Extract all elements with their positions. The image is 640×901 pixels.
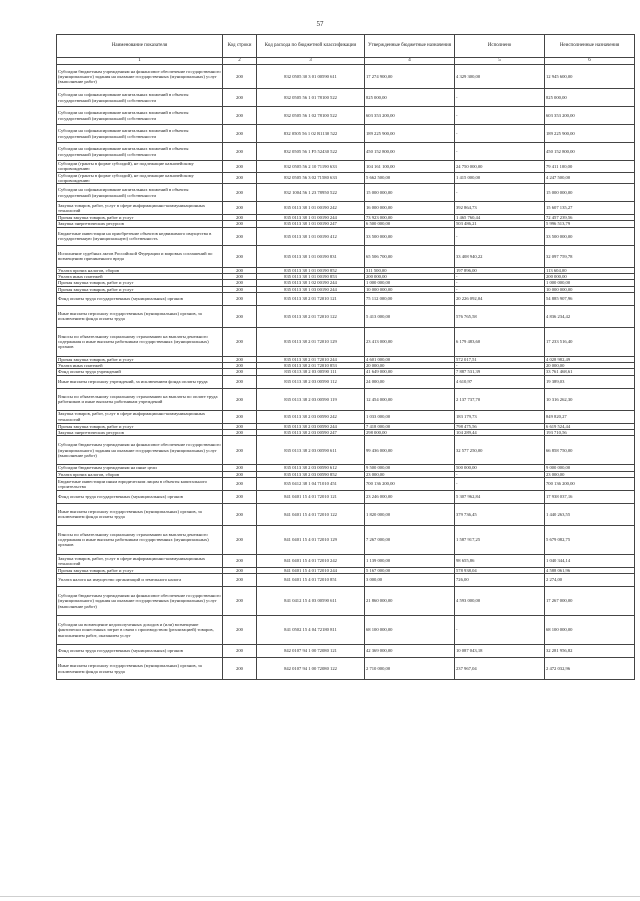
row-name: Прочая закупка товаров, работ и услуг	[57, 423, 223, 429]
table-row	[57, 184, 635, 202]
row-line-code: 200	[223, 327, 257, 356]
row-name: Бюджетные инвестиции иным юридическим лицам в объекты капитального строительства	[57, 477, 223, 490]
column-number: 3	[257, 58, 365, 65]
row-budget-code: 841 0412 15 4 03 00590 611	[257, 587, 365, 616]
row-executed: 7 887 531,39	[455, 369, 545, 375]
row-executed: 578 938,04	[455, 567, 545, 573]
row-executed: 32 577 250,00	[455, 436, 545, 465]
row-name: Фонд оплаты труда государственных (муниципальных) органов	[57, 490, 223, 503]
row-executed: -	[455, 89, 545, 107]
row-remaining: 32 281 956,82	[545, 645, 635, 658]
row-line-code: 200	[223, 410, 257, 423]
row-remaining: 849 820,27	[545, 410, 635, 423]
row-remaining: 68 100 000,00	[545, 616, 635, 645]
row-remaining: 20 000,00	[545, 363, 635, 369]
row-budget-code: 832 0505 56 3 02 71580 633	[257, 172, 365, 184]
row-budget-code: 835 0113 38 2 03 00590 611	[257, 436, 365, 465]
table-row	[57, 525, 635, 554]
table-row	[57, 503, 635, 525]
table-row	[57, 410, 635, 423]
row-remaining: 4 836 234,42	[545, 305, 635, 327]
row-approved: 7 267 000,00	[365, 525, 455, 554]
row-line-code: 200	[223, 161, 257, 173]
row-budget-code: 835 0113 38 2 03 00590 111	[257, 369, 365, 375]
row-line-code: 200	[223, 477, 257, 490]
table-body	[57, 65, 635, 680]
row-name: Субсидии на софинансирование капитальных вложений в объекты государственной (муниципальной) собственности	[57, 107, 223, 125]
row-name: Прочая закупка товаров, работ и услуг	[57, 215, 223, 221]
row-name: Взносы по обязательному социальному страхованию на выплаты денежного содержания и иные выплаты работникам государственных (муниципальных) органов	[57, 327, 223, 356]
row-name: Прочая закупка товаров, работ и услуг	[57, 286, 223, 292]
row-remaining: 2 472 032,96	[545, 658, 635, 680]
row-name: Прочая закупка товаров, работ и услуг	[57, 280, 223, 286]
row-budget-code: 835 0113 38 1 01 00190 853	[257, 273, 365, 279]
row-executed: 4 593 000,00	[455, 587, 545, 616]
row-budget-code: 832 0505 56 1 F5 52430 522	[257, 143, 365, 161]
row-budget-code: 835 0113 38 2 01 72010 853	[257, 363, 365, 369]
row-budget-code: 835 0113 38 2 03 00590 112	[257, 375, 365, 388]
row-budget-code: 841 0401 15 4 01 72010 242	[257, 554, 365, 567]
row-name: Прочая закупка товаров, работ и услуг	[57, 356, 223, 362]
row-executed: -	[455, 143, 545, 161]
row-approved: 7 418 000,00	[365, 423, 455, 429]
col-header-approved: Утвержденные бюджетные назначения	[365, 35, 455, 58]
row-line-code: 200	[223, 645, 257, 658]
row-approved: 3 000,00	[365, 574, 455, 587]
budget-execution-table	[56, 34, 635, 680]
row-budget-code: 842 0107 94 1 00 72080 121	[257, 645, 365, 658]
row-executed: 503 486,21	[455, 221, 545, 227]
row-approved: 10 000 000,00	[365, 286, 455, 292]
row-budget-code: 832 0505 56 1 02 R1130 522	[257, 125, 365, 143]
row-name: Субсидии бюджетным учреждениям на иные цели	[57, 465, 223, 471]
row-budget-code: 841 0401 15 4 01 72010 121	[257, 490, 365, 503]
row-line-code: 200	[223, 465, 257, 471]
row-executed: 10 087 043,18	[455, 645, 545, 658]
row-remaining: 5 679 082,75	[545, 525, 635, 554]
row-budget-code: 835 0113 38 2 01 72010 244	[257, 356, 365, 362]
row-line-code: 200	[223, 202, 257, 215]
col-header-remaining: Неисполненные назначения	[545, 35, 635, 58]
row-name: Исполнение судебных актов Российской Федерации и мировых соглашений по возмещению причиненного вреда	[57, 245, 223, 267]
row-budget-code: 841 0401 15 4 01 72010 122	[257, 503, 365, 525]
row-name: Субсидии на возмещение недополученных доходов и (или) возмещение фактически понесенных затрат в связи с производством (реализацией) товаров, выполнением работ, оказанием услуг	[57, 616, 223, 645]
row-executed: 20 226 092,04	[455, 292, 545, 305]
column-number: 5	[455, 58, 545, 65]
row-approved: 603 353 200,00	[365, 107, 455, 125]
row-approved: 1 033 000,00	[365, 410, 455, 423]
row-name: Субсидии (гранты в форме субсидий), не подлежащие казначейскому сопровождению	[57, 161, 223, 173]
row-line-code: 200	[223, 107, 257, 125]
row-budget-code: 835 0113 38 1 03 00190 244	[257, 286, 365, 292]
table-row	[57, 587, 635, 616]
row-executed: -	[455, 184, 545, 202]
row-executed: -	[455, 477, 545, 490]
col-header-code: Код расхода по бюджетной классификации	[257, 35, 365, 58]
row-line-code: 200	[223, 503, 257, 525]
table-row	[57, 143, 635, 161]
row-budget-code: 835 0113 38 2 01 72010 122	[257, 305, 365, 327]
row-line-code: 200	[223, 471, 257, 477]
row-line-code: 200	[223, 89, 257, 107]
row-name: Взносы по обязательному социальному страхованию на выплаты денежного содержания и иные выплаты работникам государственных (муниципальных) органов	[57, 525, 223, 554]
row-remaining: 15 607 135,27	[545, 202, 635, 215]
row-line-code: 200	[223, 567, 257, 573]
row-approved: 825 000,00	[365, 89, 455, 107]
page-number: 57	[316, 20, 324, 28]
row-approved: 21 860 000,00	[365, 587, 455, 616]
row-approved: 41 649 000,00	[365, 369, 455, 375]
table-row	[57, 477, 635, 490]
row-line-code: 200	[223, 221, 257, 227]
column-number: 4	[365, 58, 455, 65]
row-remaining: 15 000 000,00	[545, 184, 635, 202]
row-name: Иные выплаты персоналу государственных (муниципальных) органов, за исключением фонда оплаты труда	[57, 305, 223, 327]
row-remaining: 12 945 600,00	[545, 65, 635, 89]
row-remaining: 700 136 200,00	[545, 477, 635, 490]
row-line-code: 200	[223, 369, 257, 375]
table-row	[57, 554, 635, 567]
row-executed: 798 475,56	[455, 423, 545, 429]
row-remaining: 9 000 000,00	[545, 465, 635, 471]
row-approved: 298 000,00	[365, 429, 455, 435]
row-executed: 183 179,73	[455, 410, 545, 423]
row-executed: -	[455, 280, 545, 286]
row-remaining: 5 996 513,79	[545, 221, 635, 227]
row-line-code: 200	[223, 490, 257, 503]
table-row	[57, 375, 635, 388]
row-approved: 200 000,00	[365, 273, 455, 279]
row-line-code: 200	[223, 363, 257, 369]
row-remaining: 189 225 900,00	[545, 125, 635, 143]
row-executed: -	[455, 107, 545, 125]
row-name: Бюджетные инвестиции на приобретение объектов недвижимого имущества в государственную (муниципальную) собственность	[57, 227, 223, 245]
row-line-code: 200	[223, 525, 257, 554]
row-budget-code: 835 0113 38 2 03 00590 247	[257, 429, 365, 435]
row-line-code: 200	[223, 423, 257, 429]
table-row	[57, 490, 635, 503]
row-remaining: 193 710,56	[545, 429, 635, 435]
row-budget-code: 835 0412 38 1 04 71010 451	[257, 477, 365, 490]
row-budget-code: 832 0505 30 3 01 00590 611	[257, 65, 365, 89]
row-budget-code: 835 0113 38 2 03 00590 852	[257, 471, 365, 477]
row-name: Уплата прочих налогов, сборов	[57, 267, 223, 273]
row-line-code: 200	[223, 436, 257, 465]
row-approved: 75 112 000,00	[365, 292, 455, 305]
table-row	[57, 305, 635, 327]
row-remaining: 66 858 750,00	[545, 436, 635, 465]
row-line-code: 200	[223, 215, 257, 221]
row-budget-code: 835 0113 38 1 01 00190 244	[257, 215, 365, 221]
row-line-code: 200	[223, 267, 257, 273]
row-remaining: 23 000,00	[545, 471, 635, 477]
table-row	[57, 327, 635, 356]
row-approved: 5 662 500,00	[365, 172, 455, 184]
table-row	[57, 245, 635, 267]
row-executed: 4 329 300,00	[455, 65, 545, 89]
row-approved: 73 923 000,00	[365, 215, 455, 221]
row-executed: 392 864,73	[455, 202, 545, 215]
row-budget-code: 841 0401 15 4 01 72010 851	[257, 574, 365, 587]
row-name: Фонд оплаты труда государственных (муниципальных) органов	[57, 645, 223, 658]
row-remaining: 825 000,00	[545, 89, 635, 107]
row-budget-code: 835 0113 38 1 01 00190 852	[257, 267, 365, 273]
row-executed: 33 408 940,22	[455, 245, 545, 267]
row-executed: 1 415 000,00	[455, 172, 545, 184]
row-executed: -	[455, 363, 545, 369]
row-executed: 726,00	[455, 574, 545, 587]
row-remaining: 4 588 061,96	[545, 567, 635, 573]
row-remaining: 10 000 000,00	[545, 286, 635, 292]
row-name: Субсидии на софинансирование капитальных вложений в объекты государственной (муниципальной) собственности	[57, 143, 223, 161]
row-approved: 65 506 700,00	[365, 245, 455, 267]
row-executed: -	[455, 471, 545, 477]
row-executed: -	[455, 125, 545, 143]
row-remaining: 1 040 344,14	[545, 554, 635, 567]
row-executed: 576 765,58	[455, 305, 545, 327]
row-executed: -	[455, 286, 545, 292]
row-line-code: 200	[223, 305, 257, 327]
row-executed: -	[455, 273, 545, 279]
column-number: 2	[223, 58, 257, 65]
row-line-code: 200	[223, 616, 257, 645]
row-name: Прочая закупка товаров, работ и услуг	[57, 567, 223, 573]
row-name: Иные выплаты персоналу учреждений, за исключением фонда оплаты труда	[57, 375, 223, 388]
column-number: 6	[545, 58, 635, 65]
row-line-code: 200	[223, 286, 257, 292]
row-name: Субсидии на софинансирование капитальных вложений в объекты государственной (муниципальной) собственности	[57, 89, 223, 107]
row-remaining: 1 000 000,00	[545, 280, 635, 286]
row-executed: 197 896,00	[455, 267, 545, 273]
row-remaining: 72 457 239,56	[545, 215, 635, 221]
row-remaining: 6 619 524,44	[545, 423, 635, 429]
row-line-code: 200	[223, 184, 257, 202]
row-budget-code: 835 0113 38 1 01 00190 831	[257, 245, 365, 267]
table-row	[57, 574, 635, 587]
row-approved: 104 161 100,00	[365, 161, 455, 173]
col-header-name: Наименование показателя	[57, 35, 223, 58]
row-approved: 23 000,00	[365, 471, 455, 477]
row-approved: 23 413 000,00	[365, 327, 455, 356]
row-line-code: 200	[223, 292, 257, 305]
row-line-code: 200	[223, 658, 257, 680]
row-remaining: 33 761 468,61	[545, 369, 635, 375]
table-row	[57, 89, 635, 107]
row-budget-code: 842 0107 94 1 00 72080 122	[257, 658, 365, 680]
row-budget-code: 832 0505 56 1 01 78100 522	[257, 89, 365, 107]
row-name: Иные выплаты персоналу государственных (муниципальных) органов, за исключением фонда оплаты труда	[57, 503, 223, 525]
row-line-code: 200	[223, 143, 257, 161]
row-executed: 237 967,04	[455, 658, 545, 680]
row-approved: 23 246 000,00	[365, 490, 455, 503]
row-executed: 500 000,00	[455, 465, 545, 471]
row-approved: 1 820 000,00	[365, 503, 455, 525]
row-executed: 1 587 917,25	[455, 525, 545, 554]
column-number-row	[57, 58, 635, 65]
row-line-code: 200	[223, 587, 257, 616]
row-budget-code: 835 0113 38 1 01 00190 247	[257, 221, 365, 227]
row-remaining: 79 411 100,00	[545, 161, 635, 173]
row-name: Закупка товаров, работ, услуг в сфере информационно-коммуникационных технологий	[57, 554, 223, 567]
row-executed: 572 017,51	[455, 356, 545, 362]
col-header-line: Код строки	[223, 35, 257, 58]
row-approved: 16 000 000,00	[365, 202, 455, 215]
row-name: Взносы по обязательному социальному страхованию на выплаты по оплате труда работников и иные выплаты работникам учреждений	[57, 388, 223, 410]
row-line-code: 200	[223, 65, 257, 89]
row-approved: 311 500,00	[365, 267, 455, 273]
row-executed: 2 137 737,70	[455, 388, 545, 410]
row-approved: 20 000,00	[365, 363, 455, 369]
table-row	[57, 388, 635, 410]
table-row	[57, 616, 635, 645]
row-line-code: 200	[223, 280, 257, 286]
table-row	[57, 436, 635, 465]
row-line-code: 200	[223, 554, 257, 567]
row-remaining: 17 233 516,40	[545, 327, 635, 356]
row-line-code: 200	[223, 574, 257, 587]
row-executed: 98 655,86	[455, 554, 545, 567]
row-approved: 42 369 000,00	[365, 645, 455, 658]
row-approved: 1 139 000,00	[365, 554, 455, 567]
row-name: Субсидии (гранты в форме субсидий), не подлежащие казначейскому сопровождению	[57, 172, 223, 184]
row-executed: 379 736,45	[455, 503, 545, 525]
row-name: Уплата иных платежей	[57, 273, 223, 279]
row-executed: 4 610,97	[455, 375, 545, 388]
table-row	[57, 161, 635, 173]
row-executed: 6 179 483,60	[455, 327, 545, 356]
row-executed: 104 289,44	[455, 429, 545, 435]
row-executed: 5 307 962,84	[455, 490, 545, 503]
row-line-code: 200	[223, 172, 257, 184]
row-budget-code: 841 0401 15 4 01 72010 129	[257, 525, 365, 554]
row-budget-code: 835 0113 38 2 03 00590 244	[257, 423, 365, 429]
row-approved: 68 100 000,00	[365, 616, 455, 645]
row-approved: 6 500 000,00	[365, 221, 455, 227]
row-name: Закупка товаров, работ, услуг в сфере информационно-коммуникационных технологий	[57, 410, 223, 423]
table-row	[57, 202, 635, 215]
row-name: Фонд оплаты труда государственных (муниципальных) органов	[57, 292, 223, 305]
row-approved: 33 500 000,00	[365, 227, 455, 245]
row-name: Фонд оплаты труда учреждений	[57, 369, 223, 375]
row-budget-code: 841 0401 15 4 01 72010 244	[257, 567, 365, 573]
row-approved: 5 413 000,00	[365, 305, 455, 327]
row-name: Закупка энергетических ресурсов	[57, 429, 223, 435]
row-name: Уплата налога на имущество организаций и земельного налога	[57, 574, 223, 587]
row-remaining: 32 097 759,78	[545, 245, 635, 267]
row-name: Закупка товаров, работ, услуг в сфере информационно-коммуникационных технологий	[57, 202, 223, 215]
table-row	[57, 292, 635, 305]
row-name: Субсидии на софинансирование капитальных вложений в объекты государственной (муниципальной) собственности	[57, 184, 223, 202]
table-row	[57, 172, 635, 184]
row-remaining: 200 000,00	[545, 273, 635, 279]
row-remaining: 17 267 000,00	[545, 587, 635, 616]
row-name: Иные выплаты персоналу государственных (муниципальных) органов, за исключением фонда оплаты труда	[57, 658, 223, 680]
row-budget-code: 835 0113 38 1 02 00190 244	[257, 280, 365, 286]
row-name: Уплата прочих налогов, сборов	[57, 471, 223, 477]
row-approved: 99 436 000,00	[365, 436, 455, 465]
row-remaining: 4 247 500,00	[545, 172, 635, 184]
table-row	[57, 227, 635, 245]
row-name: Уплата иных платежей	[57, 363, 223, 369]
row-line-code: 200	[223, 245, 257, 267]
row-name: Субсидии бюджетным учреждениям на финансовое обеспечение государственного (муниципального) задания на оказание государственных (муниципальных) услуг (выполнение работ)	[57, 65, 223, 89]
row-line-code: 200	[223, 125, 257, 143]
row-line-code: 200	[223, 356, 257, 362]
row-budget-code: 832 1004 56 1 23 78950 522	[257, 184, 365, 202]
row-remaining: 450 152 800,00	[545, 143, 635, 161]
row-remaining: 54 885 907,96	[545, 292, 635, 305]
row-remaining: 10 316 262,30	[545, 388, 635, 410]
row-approved: 5 167 000,00	[365, 567, 455, 573]
row-approved: 12 454 000,00	[365, 388, 455, 410]
row-approved: 450 152 800,00	[365, 143, 455, 161]
row-remaining: 4 028 982,49	[545, 356, 635, 362]
row-approved: 1 000 000,00	[365, 280, 455, 286]
row-name: Субсидии бюджетным учреждениям на финансовое обеспечение государственного (муниципального) задания на оказание государственных (муниципальных) услуг (выполнение работ)	[57, 587, 223, 616]
row-budget-code: 832 0505 56 2 10 71190 633	[257, 161, 365, 173]
row-remaining: 17 938 037,16	[545, 490, 635, 503]
row-remaining: 1 440 263,55	[545, 503, 635, 525]
header-row	[57, 35, 635, 58]
row-executed: -	[455, 616, 545, 645]
row-budget-code: 835 0113 38 2 03 00590 612	[257, 465, 365, 471]
table-row	[57, 645, 635, 658]
col-header-executed: Исполнено	[455, 35, 545, 58]
row-budget-code: 835 0113 38 2 03 00590 242	[257, 410, 365, 423]
column-number: 1	[57, 58, 223, 65]
row-name: Субсидии бюджетным учреждениям на финансовое обеспечение государственного (муниципального) задания на оказание государственных (муниципальных) услуг (выполнение работ)	[57, 436, 223, 465]
table-row	[57, 65, 635, 89]
scan-edge-divider	[0, 896, 640, 897]
table-row	[57, 107, 635, 125]
row-remaining: 2 274,00	[545, 574, 635, 587]
row-line-code: 200	[223, 388, 257, 410]
row-line-code: 200	[223, 273, 257, 279]
row-budget-code: 832 0505 56 1 02 78100 522	[257, 107, 365, 125]
row-executed: 24 750 000,00	[455, 161, 545, 173]
row-remaining: 33 500 000,00	[545, 227, 635, 245]
row-line-code: 200	[223, 429, 257, 435]
row-budget-code: 835 0113 38 1 01 00190 242	[257, 202, 365, 215]
row-line-code: 200	[223, 375, 257, 388]
row-approved: 17 274 900,00	[365, 65, 455, 89]
row-remaining: 113 604,00	[545, 267, 635, 273]
row-approved: 700 136 200,00	[365, 477, 455, 490]
row-budget-code: 835 0113 38 2 03 00590 119	[257, 388, 365, 410]
row-remaining: 19 389,03	[545, 375, 635, 388]
row-approved: 24 000,00	[365, 375, 455, 388]
row-line-code: 200	[223, 227, 257, 245]
row-approved: 4 601 000,00	[365, 356, 455, 362]
table-row	[57, 125, 635, 143]
row-remaining: 603 353 200,00	[545, 107, 635, 125]
row-approved: 9 500 000,00	[365, 465, 455, 471]
table-row	[57, 658, 635, 680]
row-executed: 1 465 760,44	[455, 215, 545, 221]
row-budget-code: 835 0113 38 2 01 72010 121	[257, 292, 365, 305]
row-approved: 189 225 900,00	[365, 125, 455, 143]
row-name: Субсидии на софинансирование капитальных вложений в объекты государственной (муниципальной) собственности	[57, 125, 223, 143]
row-budget-code: 835 0113 38 2 01 72010 129	[257, 327, 365, 356]
row-approved: 15 000 000,00	[365, 184, 455, 202]
row-executed: -	[455, 227, 545, 245]
row-budget-code: 841 0502 15 4 04 72180 811	[257, 616, 365, 645]
row-approved: 2 710 000,00	[365, 658, 455, 680]
row-name: Закупка энергетических ресурсов	[57, 221, 223, 227]
row-budget-code: 835 0113 38 1 01 00190 412	[257, 227, 365, 245]
